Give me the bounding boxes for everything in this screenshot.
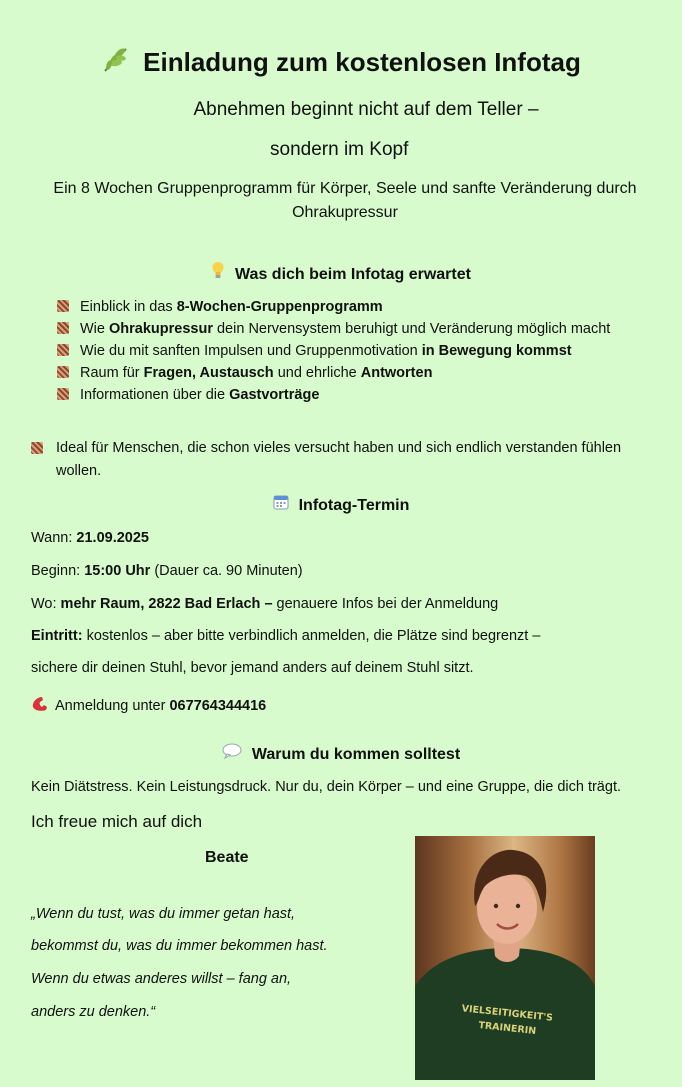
list-item: Wie Ohrakupressur dein Nervensystem beruhigt und Veränderung möglich macht: [57, 318, 610, 340]
time-value: 15:00 Uhr: [84, 563, 151, 579]
wann-line: Wann: 21.09.2025: [31, 530, 149, 546]
greeting: Ich freue mich auf dich: [31, 812, 203, 831]
program-description: Ein 8 Wochen Gruppenprogramm für Körper, Seele und sanfte Veränderung durch Ohrakupressur: [53, 180, 637, 221]
phone-number[interactable]: 067764344416: [169, 698, 267, 714]
why-text: Kein Diätstress. Kein Leistungsdruck. Nur du, dein Körper – und eine Gruppe, die dich trägt.: [31, 779, 621, 795]
wo-line: Wo: mehr Raum, 2822 Bad Erlach – genauere Infos bei der Anmeldung: [31, 596, 499, 612]
bullet-icon: [31, 442, 43, 454]
lightbulb-icon: [211, 261, 225, 283]
location-value: mehr Raum, 2822 Bad Erlach –: [60, 596, 273, 612]
beginn-line: Beginn: 15:00 Uhr (Dauer ca. 90 Minuten): [31, 563, 303, 579]
list-item: Raum für Fragen, Austausch und ehrliche Antworten: [57, 362, 610, 384]
bullet-icon: [57, 322, 69, 334]
eintritt-line: Eintritt: kostenlos – aber bitte verbindlich anmelden, die Plätze sind begrenzt –: [31, 628, 541, 644]
expect-heading: Was dich beim Infotag erwartet: [0, 261, 682, 284]
quote-line: bekommst du, was du immer bekommen hast.: [31, 938, 328, 954]
signature: Beate: [205, 849, 249, 866]
speech-bubble-icon: [222, 743, 242, 763]
why-heading: Warum du kommen solltest: [0, 743, 682, 764]
title-text: Einladung zum kostenlosen Infotag: [143, 47, 581, 77]
portrait-photo: [415, 836, 595, 1080]
subtitle-line-2: sondern im Kopf: [270, 139, 409, 160]
ideal-note: Ideal für Menschen, die schon vieles versucht haben und sich endlich verstanden fühlen wollen.: [31, 437, 661, 483]
phone-icon: [31, 696, 49, 716]
shirt-text-2: TRAINERIN: [477, 1020, 537, 1038]
bullet-icon: [57, 366, 69, 378]
bullet-icon: [57, 300, 69, 312]
page-title: [0, 46, 682, 81]
eintritt-line-2: sichere dir deinen Stuhl, bevor jemand anders auf deinem Stuhl sitzt.: [31, 660, 474, 676]
list-item: Wie du mit sanften Impulsen und Gruppenmotivation in Bewegung kommst: [57, 340, 610, 362]
termin-heading: Infotag-Termin: [0, 494, 682, 515]
quote-line: Wenn du etwas anderes willst – fang an,: [31, 971, 292, 987]
calendar-icon: [273, 494, 289, 514]
quote-line: „Wenn du tust, was du immer getan hast,: [31, 906, 296, 922]
list-item: Informationen über die Gastvorträge: [57, 384, 610, 406]
bullet-icon: [57, 388, 69, 400]
shirt-text-1: VIELSEITIGKEIT'S: [461, 1003, 554, 1024]
subtitle-line-1: Abnehmen beginnt nicht auf dem Teller –: [193, 99, 539, 120]
anmeldung-line: Anmeldung unter 067764344416: [31, 696, 266, 716]
expect-list: [57, 296, 610, 406]
leaf-icon: [101, 46, 129, 81]
date-value: 21.09.2025: [76, 530, 149, 546]
quote-line: anders zu denken.“: [31, 1004, 156, 1020]
bullet-icon: [57, 344, 69, 356]
list-item: Einblick in das 8-Wochen-Gruppenprogramm: [57, 296, 610, 318]
